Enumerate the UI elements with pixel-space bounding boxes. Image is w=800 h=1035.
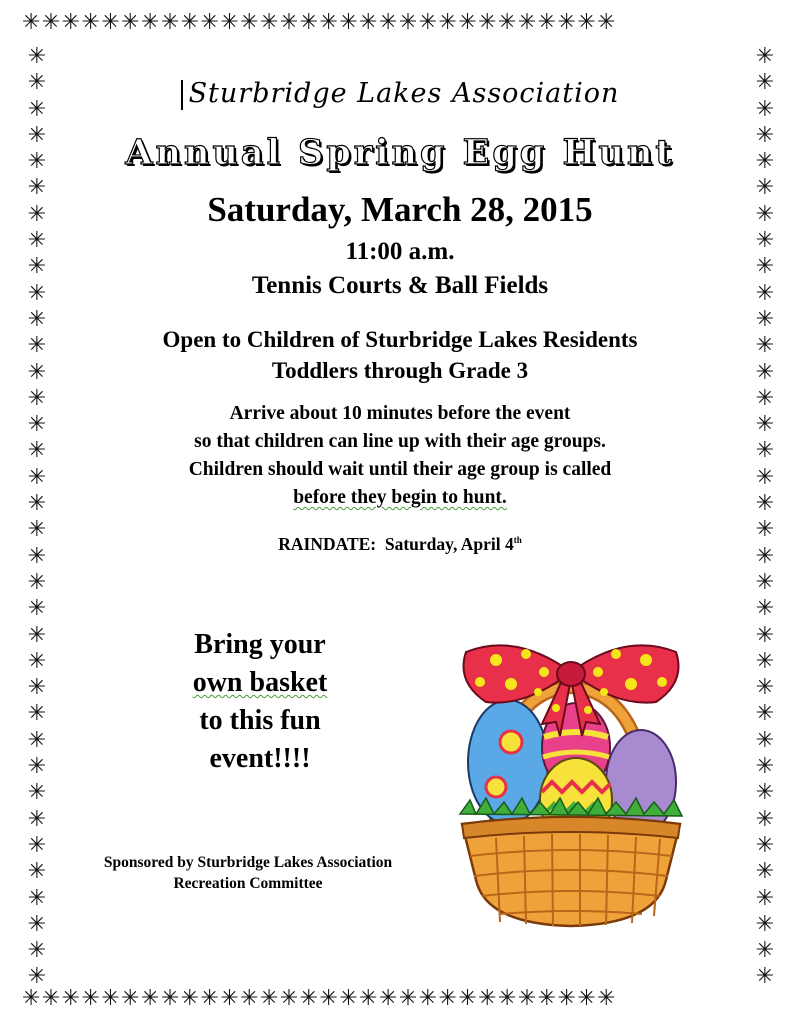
raindate-label: RAINDATE: — [278, 534, 377, 554]
left-star-border: ✳✳✳✳✳✳✳✳✳✳✳✳✳✳✳✳✳✳✳✳✳✳✳✳✳✳✳✳✳✳✳✳✳✳✳✳ — [27, 44, 47, 990]
bottom-star-border: ✳✳✳✳✳✳✳✳✳✳✳✳✳✳✳✳✳✳✳✳✳✳✳✳✳✳✳✳✳✳ — [22, 986, 618, 1011]
sponsor-line-2: Recreation Committee — [173, 875, 323, 892]
easter-basket-icon — [456, 632, 686, 932]
association-name — [0, 78, 800, 110]
sponsor-block — [68, 852, 428, 894]
basket-note-line-3: to this fun — [199, 705, 321, 736]
instruction-line-2: so that children can line up with their age groups. — [194, 431, 606, 452]
text-cursor-bar — [181, 80, 183, 110]
instructions-block — [0, 400, 800, 512]
top-star-border: ✳✳✳✳✳✳✳✳✳✳✳✳✳✳✳✳✳✳✳✳✳✳✳✳✳✳✳✳✳✳ — [22, 10, 618, 35]
instruction-line-4-text: before they begin to hunt. — [293, 487, 507, 508]
event-title: Annual Spring Egg Hunt — [125, 132, 675, 173]
raindate — [0, 534, 800, 555]
basket-note — [150, 626, 370, 778]
instruction-line-1: Arrive about 10 minutes before the event — [229, 403, 571, 424]
basket-note-line-2-text: own basket — [192, 667, 328, 698]
raindate-date: Saturday, April 4 — [384, 534, 514, 554]
event-date: Saturday, March 28, 2015 — [207, 190, 593, 229]
event-location: Tennis Courts & Ball Fields — [251, 272, 549, 299]
association-name-text: Sturbridge Lakes Association — [188, 78, 620, 109]
raindate-suffix: th — [513, 535, 522, 546]
basket-note-line-2 — [150, 664, 370, 702]
sponsor-line-1: Sponsored by Sturbridge Lakes Association — [103, 854, 393, 871]
right-star-border: ✳✳✳✳✳✳✳✳✳✳✳✳✳✳✳✳✳✳✳✳✳✳✳✳✳✳✳✳✳✳✳✳✳✳✳✳ — [755, 44, 775, 990]
basket-note-line-1: Bring your — [194, 629, 326, 660]
eligibility-line-1: Open to Children of Sturbridge Lakes Residents — [162, 327, 638, 352]
eligibility-block — [0, 324, 800, 386]
eligibility-line-2: Toddlers through Grade 3 — [271, 358, 529, 383]
instruction-line-3: Children should wait until their age group is called — [188, 459, 612, 480]
instruction-line-4 — [0, 484, 800, 512]
event-time: 11:00 a.m. — [345, 238, 455, 265]
basket-note-line-4: event!!!! — [209, 743, 311, 774]
